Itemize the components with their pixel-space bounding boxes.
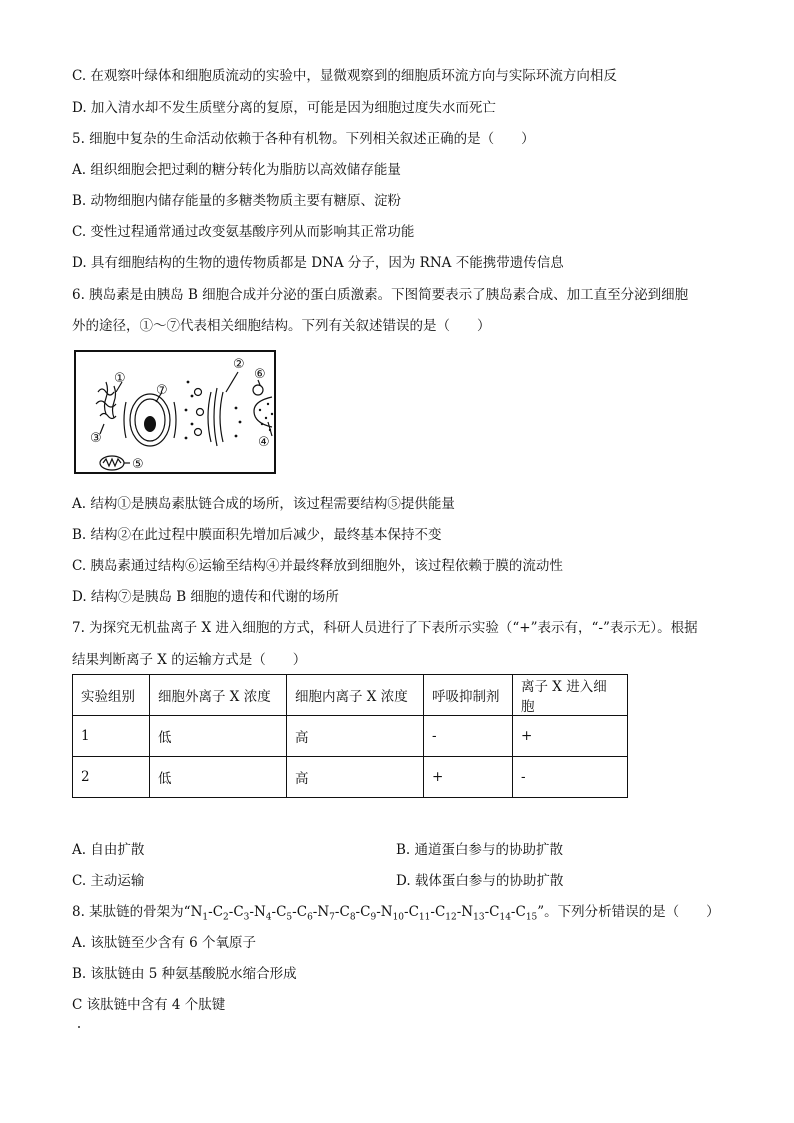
backbone-atom: N [317,904,330,920]
backbone-atom: C [233,904,244,920]
table-header-cell: 细胞外离子 X 浓度 [150,675,287,716]
backbone-atom: N [253,904,266,920]
question-7-stem-cont: 结果判断离子 X 的运输方式是（ ） [72,652,307,668]
table-cell: 高 [287,716,424,757]
question-7-option-d: D. 载体蛋白参与的协助扩散 [396,873,564,889]
table-cell: + [513,716,628,757]
question-6-option-a: A. 结构①是胰岛素肽链合成的场所，该过程需要结构⑤提供能量 [72,496,455,512]
backbone-atom: C [360,904,371,920]
question-6-option-b: B. 结构②在此过程中膜面积先增加后减少，最终基本保持不变 [72,527,442,543]
question-6-option-d: D. 结构⑦是胰岛 B 细胞的遗传和代谢的场所 [72,589,339,605]
nucleolus-shape [144,416,156,432]
table-cell: 低 [150,716,287,757]
table-header-row [73,675,628,716]
question-7-option-c: C. 主动运输 [72,873,145,889]
backbone-atom: C [276,904,287,920]
backbone-index: 3 [243,912,250,923]
label-5: ⑤ [132,457,144,472]
table-cell: 2 [73,757,150,798]
backbone-index: 10 [392,912,405,923]
backbone-index: 1 [202,912,209,923]
backbone-atom: C [434,904,446,920]
backbone-atom: C [212,904,224,920]
table-header-cell: 呼吸抑制剂 [424,675,513,716]
question-5-option-d: D. 具有细胞结构的生物的遗传物质都是 DNA 分子，因为 RNA 不能携带遗传信息 [72,255,564,271]
question-6-stem-cont: 外的途径，①～⑦代表相关细胞结构。下列有关叙述错误的是（ ） [72,318,491,334]
table-row [73,757,628,798]
option-line: C. 在观察叶绿体和细胞质流动的实验中，显微观察到的细胞质环流方向与实际环流方向相反 [72,68,617,84]
label-2: ② [233,357,245,372]
backbone-index: 5 [286,912,293,923]
backbone-index: 15 [525,912,538,923]
backbone-index: 11 [418,912,431,923]
table-cell: - [513,757,628,798]
backbone-index: 2 [223,912,229,923]
backbone-index: 14 [499,912,511,923]
question-7-option-b: B. 通道蛋白参与的协助扩散 [396,842,564,858]
backbone-atom: C [489,904,500,920]
label-1: ① [114,371,126,386]
cell-secretion-figure [74,350,276,474]
question-8-option-c: C 该肽链中含有 4 个肽键 [72,997,226,1013]
question-8-stem-post: ”。下列分析错误的是（ ） [537,904,720,920]
table-cell: + [424,757,513,798]
question-8-option-a: A. 该肽链至少含有 6 个氧原子 [72,935,257,951]
option-line: D. 加入清水却不发生质壁分离的复原，可能是因为细胞过度失水而死亡 [72,100,496,116]
label-7: ⑦ [156,383,168,398]
table-header-cell: 实验组别 [73,675,150,716]
backbone-atom: N [380,904,393,920]
backbone-index: 12 [445,912,457,923]
question-6-option-c: C. 胰岛素通过结构⑥运输至结构④并最终释放到细胞外，该过程依赖于膜的流动性 [72,558,563,574]
question-7-stem: 7. 为探究无机盐离子 X 进入细胞的方式，科研人员进行了下表所示实验（“+”表示有，“-”表示无）。根据 [72,620,698,636]
table-header-cell: 离子 X 进入细胞 [513,675,628,716]
label-4: ④ [258,435,270,450]
label-6: ⑥ [254,367,266,382]
question-7-option-a: A. 自由扩散 [72,842,145,858]
backbone-atom: C [515,904,526,920]
stray-mark [78,1026,80,1028]
table-cell: - [424,716,513,757]
label-3: ③ [90,431,102,446]
backbone-index: 7 [329,912,335,923]
question-5-stem: 5. 细胞中复杂的生命活动依赖于各种有机物。下列相关叙述正确的是（ ） [72,131,535,147]
backbone-atom: C [296,904,308,920]
table-row [73,716,628,757]
peptide-backbone: $N_1-C_2-C_3-N_4-C_5-C_6-N_7-C_8-C_9-N_{10}-C_{11}-C_{12}-N_{13}-C_{14}-C_{15}$ [190,904,538,923]
backbone-index: 4 [265,912,272,923]
question-6-stem: 6. 胰岛素是由胰岛 B 细胞合成并分泌的蛋白质激素。下图简要表示了胰岛素合成、加工直至分泌到细胞 [72,287,689,303]
backbone-index: 8 [349,912,356,923]
backbone-atom: N [461,904,474,920]
table-cell: 高 [287,757,424,798]
backbone-atom: C [339,904,350,920]
backbone-atom: N [190,904,203,920]
rough-er-shape [98,389,114,395]
question-5-option-c: C. 变性过程通常通过改变氨基酸序列从而影响其正常功能 [72,224,415,240]
question-5-option-a: A. 组织细胞会把过剩的糖分转化为脂肪以高效储存能量 [72,162,401,178]
table-cell: 低 [150,757,287,798]
backbone-index: 6 [307,912,313,923]
experiment-table [72,674,628,798]
question-8-stem [72,902,720,928]
cell-diagram [76,352,274,472]
table-cell: 1 [73,716,150,757]
question-5-option-b: B. 动物细胞内储存能量的多糖类物质主要有糖原、淀粉 [72,193,402,209]
backbone-index: 9 [370,912,377,923]
question-8-option-b: B. 该肽链由 5 种氨基酸脱水缩合形成 [72,966,297,982]
table-header-cell: 细胞内离子 X 浓度 [287,675,424,716]
backbone-index: 13 [473,912,485,923]
backbone-atom: C [408,904,419,920]
question-8-stem-pre: 8. 某肽链的骨架为“ [72,904,191,920]
